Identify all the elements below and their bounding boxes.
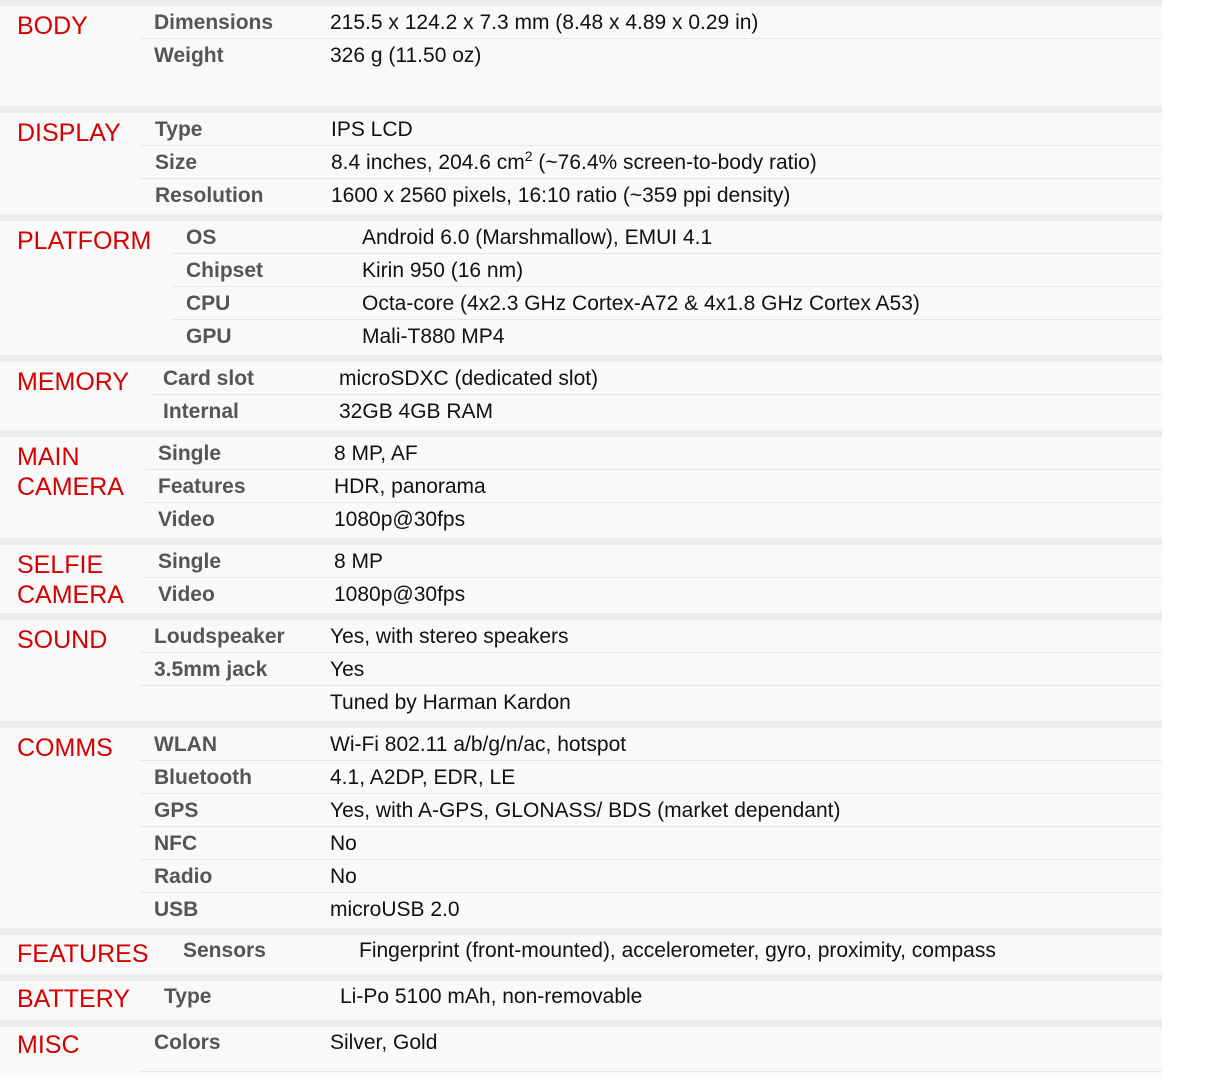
section-selfie-camera <box>0 545 1162 620</box>
spec-row <box>140 686 1162 719</box>
spec-value: 1080p@30fps <box>334 508 466 531</box>
superscript: 2 <box>524 148 533 164</box>
spec-value: Mali-T880 MP4 <box>362 325 505 348</box>
category-label: MEMORY <box>17 368 130 396</box>
spec-label: Type <box>164 985 212 1008</box>
spec-row <box>140 728 1162 761</box>
spec-value: Wi-Fi 802.11 a/b/g/n/ac, hotspot <box>330 733 627 756</box>
spec-label: GPU <box>186 325 232 348</box>
category-label: COMMS <box>17 734 113 762</box>
spec-value: Li-Po 5100 mAh, non-removable <box>340 985 643 1008</box>
spec-label: Sensors <box>183 939 266 962</box>
spec-label: WLAN <box>154 733 217 756</box>
spec-value: Yes, with stereo speakers <box>330 625 569 648</box>
category-label: DISPLAY <box>17 119 121 147</box>
category-label: BATTERY <box>17 985 130 1013</box>
spec-value <box>331 150 817 176</box>
section-memory <box>0 362 1162 437</box>
spec-label: Video <box>158 583 215 606</box>
spec-row <box>140 146 1162 179</box>
spec-row <box>140 827 1162 860</box>
spec-label: Chipset <box>186 259 264 282</box>
section-display <box>0 113 1162 221</box>
spec-label: OS <box>186 226 217 249</box>
spec-row <box>140 6 1162 39</box>
spec-label: Bluetooth <box>154 766 252 789</box>
spec-value: Tuned by Harman Kardon <box>330 691 571 714</box>
category-label: SELFIE CAMERA <box>17 551 124 609</box>
spec-row <box>145 437 1162 470</box>
spec-value: Android 6.0 (Marshmallow), EMUI 4.1 <box>362 226 713 249</box>
spec-row <box>140 860 1162 893</box>
spec-row <box>150 362 1162 395</box>
spec-value: IPS LCD <box>331 118 413 141</box>
spec-label: NFC <box>154 832 198 855</box>
spec-value: HDR, panorama <box>334 475 486 498</box>
spec-row <box>172 287 1162 320</box>
spec-value: 4.1, A2DP, EDR, LE <box>330 766 516 789</box>
spec-row <box>145 470 1162 503</box>
spec-value: 1600 x 2560 pixels, 16:10 ratio (~359 ppi density) <box>331 184 791 207</box>
spec-label: Type <box>155 118 203 141</box>
spec-label: Size <box>155 151 198 174</box>
section-main-camera <box>0 437 1162 545</box>
spec-row <box>140 1027 1162 1072</box>
spec-value: Yes <box>330 658 365 681</box>
spec-row <box>140 620 1162 653</box>
section-battery <box>0 981 1162 1027</box>
spec-row <box>172 254 1162 287</box>
section-body <box>0 6 1162 113</box>
spec-value: No <box>330 832 357 855</box>
spec-value: Kirin 950 (16 nm) <box>362 259 524 282</box>
category-label: MAIN CAMERA <box>17 443 124 501</box>
spec-label: Radio <box>154 865 213 888</box>
spec-row <box>145 503 1162 536</box>
spec-row <box>170 935 1162 974</box>
spec-row <box>140 113 1162 146</box>
spec-value: 1080p@30fps <box>334 583 466 606</box>
spec-row <box>140 653 1162 686</box>
spec-label: 3.5mm jack <box>154 658 268 681</box>
section-features <box>0 935 1162 981</box>
spec-label: Features <box>158 475 246 498</box>
section-platform <box>0 221 1162 362</box>
spec-label: Single <box>158 550 222 573</box>
spec-value: 32GB 4GB RAM <box>339 400 494 423</box>
spec-label: Video <box>158 508 215 531</box>
spec-value: No <box>330 865 357 888</box>
spec-value-main: 8.4 inches, 204.6 cm <box>331 151 525 174</box>
spec-value: 8 MP, AF <box>334 442 418 465</box>
spec-row <box>140 893 1162 926</box>
spec-label: Card slot <box>163 367 255 390</box>
spec-label: Loudspeaker <box>154 625 285 648</box>
spec-value: microSDXC (dedicated slot) <box>339 367 599 390</box>
spec-label: GPS <box>154 799 199 822</box>
spec-row <box>140 39 1162 72</box>
spec-row <box>150 395 1162 428</box>
spec-label: CPU <box>186 292 231 315</box>
spec-value: 326 g (11.50 oz) <box>330 44 482 67</box>
category-label: SOUND <box>17 626 108 654</box>
category-label: MISC <box>17 1031 80 1059</box>
spec-value-rest: (~76.4% screen-to-body ratio) <box>532 151 817 174</box>
spec-row <box>140 179 1162 212</box>
spec-label: Dimensions <box>154 11 274 34</box>
spec-value: 8 MP <box>334 550 384 573</box>
spec-row <box>145 578 1162 611</box>
category-label: FEATURES <box>17 940 149 968</box>
spec-row <box>172 221 1162 254</box>
category-label: BODY <box>17 12 88 40</box>
spec-label: Resolution <box>155 184 264 207</box>
spec-row <box>140 761 1162 794</box>
spec-label: Internal <box>163 400 239 423</box>
section-sound <box>0 620 1162 728</box>
spec-value: Octa-core (4x2.3 GHz Cortex-A72 & 4x1.8 GHz Cortex A53) <box>362 292 920 315</box>
spec-value: Fingerprint (front-mounted), accelerometer, gyro, proximity, compass <box>359 939 996 962</box>
spec-label: Weight <box>154 44 224 67</box>
section-misc <box>0 1027 1162 1077</box>
spec-value: Yes, with A-GPS, GLONASS/ BDS (market dependant) <box>330 799 841 822</box>
spec-label: USB <box>154 898 199 921</box>
category-label: PLATFORM <box>17 227 152 255</box>
section-comms <box>0 728 1162 935</box>
spec-label: Colors <box>154 1031 221 1054</box>
spec-value: microUSB 2.0 <box>330 898 460 921</box>
spec-row <box>145 545 1162 578</box>
spec-value: Silver, Gold <box>330 1031 438 1054</box>
spec-value: 215.5 x 124.2 x 7.3 mm (8.48 x 4.89 x 0.29 in) <box>330 11 759 34</box>
spec-label: Single <box>158 442 222 465</box>
spec-row <box>172 320 1162 353</box>
spec-row <box>140 794 1162 827</box>
spec-row <box>152 981 1162 1020</box>
